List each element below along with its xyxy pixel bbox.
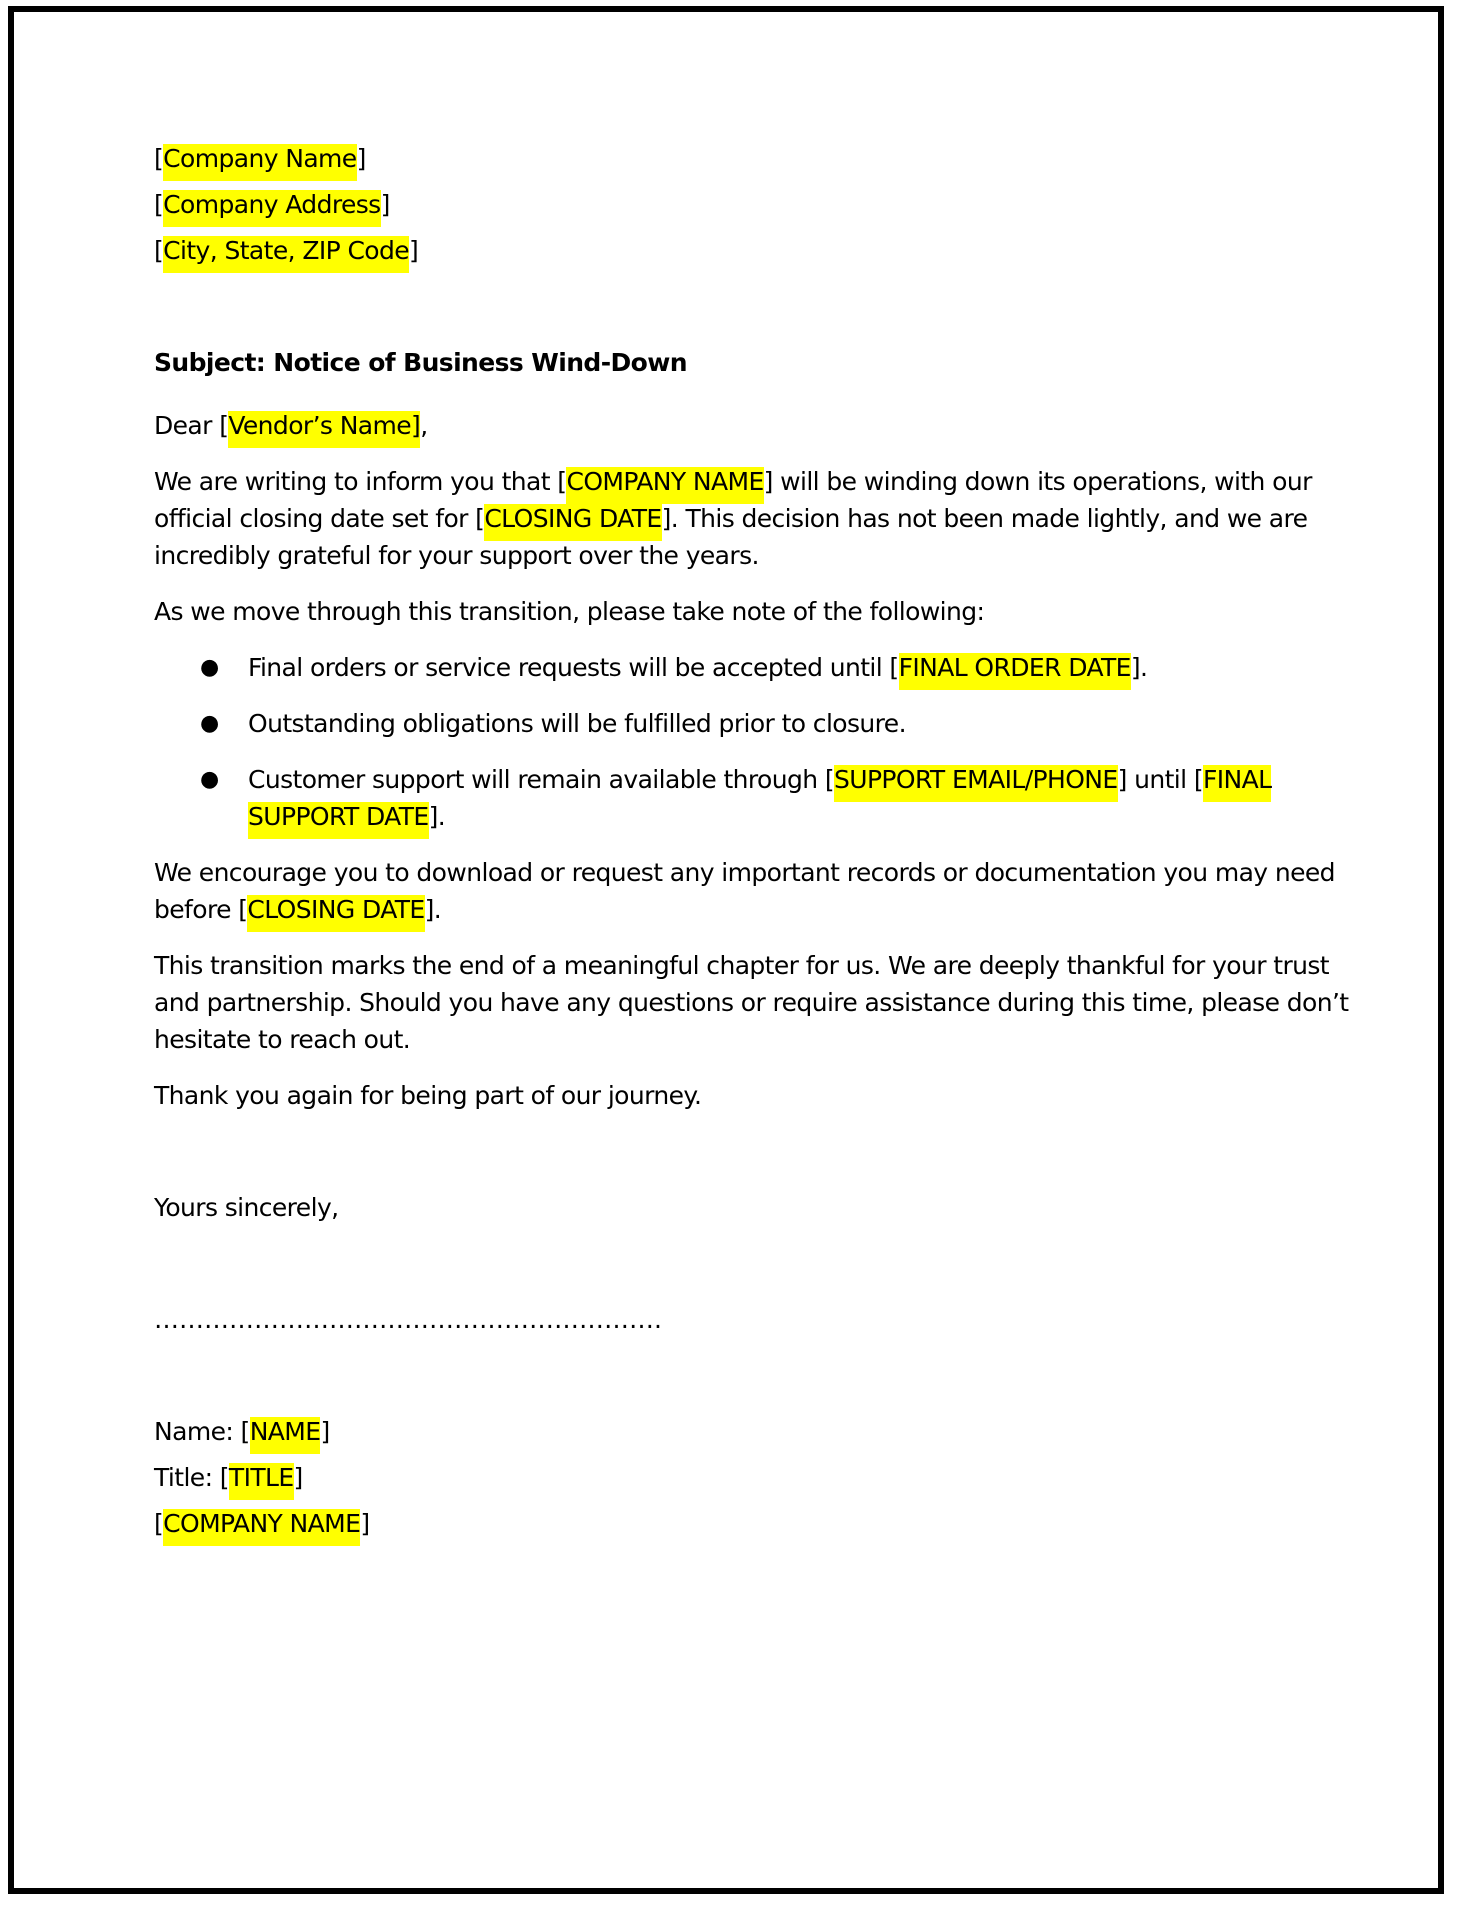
document-page (8, 6, 1444, 1894)
bullet-3-text-2: ] until [ (1117, 765, 1203, 794)
bullet-icon: ● (200, 655, 219, 680)
letter-subject: Subject: Notice of Business Wind-Down (154, 348, 687, 377)
bullet-3-text-1: Customer support will remain available through [ (248, 765, 834, 794)
bullet-1-text-2: ]. (1130, 653, 1148, 682)
signature-name: Name: [NAME] (154, 1413, 1354, 1450)
placeholder-closing-date-records: CLOSING DATE (247, 895, 424, 932)
letter-body (154, 140, 1354, 1542)
paragraph-closing-thanks: Thank you again for being part of our journey. (154, 1081, 702, 1110)
paragraph-thanks-partnership: This transition marks the end of a meaningful chapter for us. We are deeply thankful for your trust and partnership. Should you have any questions or require assistance during this time, please don’t hesitate to reach out. (154, 951, 1349, 1054)
signature-line: ……………………………………………………. (154, 1305, 662, 1334)
signature-title: Title: [TITLE] (154, 1459, 1354, 1496)
placeholder-final-order-date: FINAL ORDER DATE (899, 653, 1131, 690)
placeholder-company-name-intro: COMPANY NAME (566, 467, 763, 504)
salutation-prefix: Dear (154, 411, 220, 440)
list-item (154, 649, 1354, 686)
paragraph-records-text-2: ]. (424, 895, 442, 924)
list-item (154, 705, 1354, 742)
bullet-1-text-1: Final orders or service requests will be accepted until [ (248, 653, 899, 682)
bullet-icon: ● (200, 767, 219, 792)
placeholder-closing-date: CLOSING DATE (484, 504, 661, 541)
list-item (154, 761, 1354, 835)
notice-bullet-list (154, 649, 1354, 835)
paragraph-intro (154, 463, 1354, 574)
paragraph-intro-text-1: We are writing to inform you that [ (154, 467, 567, 496)
placeholder-city-state-zip: City, State, ZIP Code (163, 236, 409, 273)
header-company-address: [Company Address] (154, 186, 1354, 223)
paragraph-intro-text-2: ] will be winding down its operations, with our official closing date set for [ (154, 467, 1312, 533)
bullet-icon: ● (200, 711, 219, 736)
signature-title-label: Title: [ (154, 1463, 229, 1492)
paragraph-records (154, 854, 1354, 928)
bullet-2-text: Outstanding obligations will be fulfilled prior to closure. (248, 709, 906, 738)
placeholder-final-support-date: FINAL SUPPORT DATE (248, 765, 1271, 839)
placeholder-name: NAME (250, 1417, 321, 1454)
bullet-3-text-3: ]. (428, 802, 446, 831)
placeholder-signature-company-name: COMPANY NAME (163, 1509, 360, 1546)
placeholder-company-name: Company Name (163, 144, 356, 181)
header-company-name: [Company Name] (154, 140, 1354, 177)
placeholder-company-address: Company Address (163, 190, 380, 227)
placeholder-vendor-name: Vendor’s Name] (228, 411, 420, 448)
paragraph-intro-text-3: ]. This decision has not been made lightly, and we are incredibly grateful for your support over the years. (154, 504, 1308, 570)
paragraph-transition: As we move through this transition, please take note of the following: (154, 597, 985, 626)
paragraph-records-text-1: We encourage you to download or request any important records or documentation you may need before [ (154, 858, 1335, 924)
signature-name-label: Name: [ (154, 1417, 250, 1446)
signature-company: [COMPANY NAME] (154, 1505, 1354, 1542)
placeholder-title: TITLE (229, 1463, 294, 1500)
placeholder-support-contact: SUPPORT EMAIL/PHONE (834, 765, 1118, 802)
salutation: Dear [Vendor’s Name], (154, 407, 1354, 444)
signoff: Yours sincerely, (154, 1193, 339, 1222)
header-city-state-zip: [City, State, ZIP Code] (154, 232, 1354, 269)
